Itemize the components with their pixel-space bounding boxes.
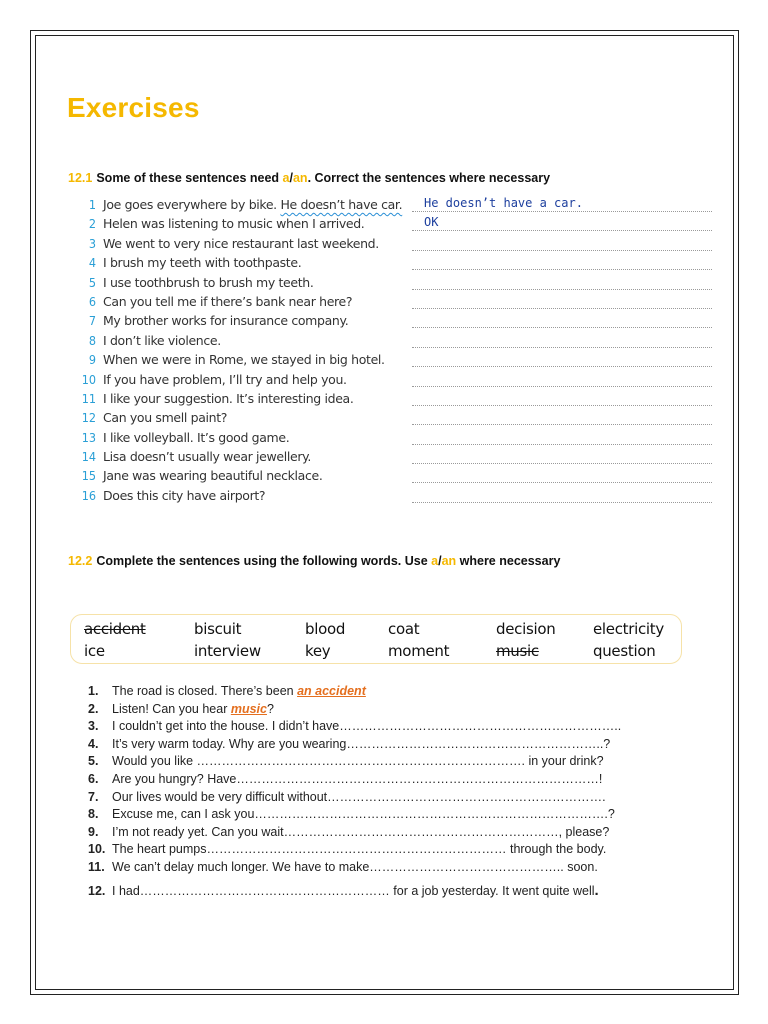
item-sentence[interactable]: It’s very warm today. Why are you wearing……………………………………………………..? [112, 736, 611, 751]
item-sentence: I use toothbrush to brush my teeth. [103, 274, 314, 290]
item-number: 5 [88, 274, 96, 290]
word-biscuit: biscuit [194, 620, 242, 638]
answer-line[interactable]: He doesn’t have a car. [412, 197, 712, 212]
item-sentence[interactable]: Our lives would be very difficult without…………………………………………………………. [112, 789, 606, 804]
answer-line[interactable] [412, 313, 712, 328]
exercise-1-item [78, 410, 718, 429]
exercise-1-number: 12.1 [68, 171, 93, 185]
item-number: 11. [88, 859, 105, 874]
item-sentence: Does this city have airport? [103, 487, 266, 503]
item-number: 10. [88, 842, 106, 857]
item-number: 6. [88, 771, 99, 786]
exercise-2-item [88, 719, 678, 737]
answer-line[interactable] [412, 449, 712, 464]
item-sentence[interactable]: The heart pumps……………………………………………………………… through the body. [112, 842, 607, 857]
answer-line[interactable] [412, 275, 712, 290]
marked-error: He doesn’t have car. [280, 197, 403, 212]
word-moment: moment [388, 642, 450, 660]
item-number: 9 [88, 352, 96, 368]
item-number: 7 [88, 313, 96, 329]
answer-line[interactable]: OK [412, 216, 712, 231]
exercise-1-item [78, 372, 718, 391]
exercise-2-list [88, 684, 678, 899]
exercise-1-item [78, 216, 718, 235]
item-number: 7. [88, 789, 99, 804]
item-number: 1. [88, 684, 99, 698]
answer-line[interactable] [412, 488, 712, 503]
item-sentence: Helen was listening to music when I arrived. [103, 216, 365, 232]
filled-answer: an accident [297, 684, 366, 698]
item-sentence: Can you smell paint? [103, 410, 228, 426]
item-number: 4 [88, 255, 96, 271]
item-number: 2. [88, 701, 99, 716]
answer-line[interactable] [412, 391, 712, 406]
answer-line[interactable] [412, 430, 712, 445]
exercise-2-item [88, 807, 678, 825]
answer-line[interactable] [412, 255, 712, 270]
exercise-1-item [78, 391, 718, 410]
item-number: 14 [81, 449, 96, 465]
item-sentence[interactable]: Are you hungry? Have……………………………………………………………………………! [112, 771, 603, 786]
word-ice: ice [84, 642, 105, 660]
answer-line[interactable] [412, 372, 712, 387]
item-number: 16 [81, 487, 96, 503]
item-sentence: I brush my teeth with toothpaste. [103, 255, 302, 271]
exercise-2-item [88, 702, 678, 720]
item-sentence: We went to very nice restaurant last weekend. [103, 235, 379, 251]
item-number: 12 [81, 410, 96, 426]
exercise-1-item [78, 449, 718, 468]
exercise-2-item [88, 882, 678, 900]
exercise-1-item [78, 430, 718, 449]
item-number: 8. [88, 807, 99, 822]
item-number: 4. [88, 736, 99, 751]
item-sentence: Lisa doesn’t usually wear jewellery. [103, 449, 311, 465]
item-number: 11 [81, 390, 96, 406]
item-number: 3 [88, 235, 96, 251]
item-sentence: I don’t like violence. [103, 332, 221, 348]
exercise-1-item [78, 488, 718, 507]
item-sentence: My brother works for insurance company. [103, 313, 349, 329]
item-sentence: Can you tell me if there’s bank near here? [103, 293, 353, 309]
answer-line[interactable] [412, 294, 712, 309]
exercise-1-item [78, 197, 718, 216]
item-sentence[interactable]: I had…………………………………………………… for a job yesterday. It went quite well [112, 883, 595, 898]
word-accident: accident [84, 620, 146, 638]
sentence-end: . [594, 881, 599, 899]
sentence-end: ? [266, 701, 274, 716]
item-sentence[interactable]: The road is closed. There’s been [112, 684, 298, 698]
item-number: 9. [88, 824, 99, 839]
word-music: music [496, 642, 539, 660]
item-sentence[interactable]: I’m not ready yet. Can you wait…………………………………………………………, please? [112, 824, 610, 839]
word-coat: coat [388, 620, 420, 638]
exercise-2-item [88, 754, 678, 772]
exercise-1-item [78, 313, 718, 332]
exercise-1-instruction: 12.1 Some of these sentences need a/an. Correct the sentences where necessary [68, 171, 551, 185]
item-sentence[interactable]: Would you like ……………………………………………………………………. in your drink? [112, 754, 604, 769]
word-electricity: electricity [593, 620, 664, 638]
exercise-2-item [88, 737, 678, 755]
item-number: 2 [88, 216, 96, 232]
exercise-1-item [78, 352, 718, 371]
answer-line[interactable] [412, 468, 712, 483]
answer-line[interactable] [412, 352, 712, 367]
item-number: 13 [81, 429, 96, 445]
item-sentence: When we were in Rome, we stayed in big hotel. [103, 352, 385, 368]
exercise-1-item [78, 275, 718, 294]
item-number: 10 [81, 371, 96, 387]
exercise-2-item [88, 684, 678, 702]
word-key: key [305, 642, 331, 660]
item-number: 12. [88, 883, 106, 898]
item-sentence: If you have problem, I’ll try and help you. [103, 371, 347, 387]
word-question: question [593, 642, 656, 660]
exercise-1-item [78, 468, 718, 487]
exercise-2-item [88, 772, 678, 790]
exercise-2-item [88, 790, 678, 808]
item-number: 8 [88, 332, 96, 348]
exercise-2-item [88, 860, 678, 878]
word-box [70, 614, 682, 664]
exercise-1-list [78, 197, 718, 507]
answer-line[interactable] [412, 410, 712, 425]
exercise-1-item [78, 236, 718, 255]
word-blood: blood [305, 620, 346, 638]
item-sentence: Joe goes everywhere by bike. He doesn’t have car. [103, 197, 403, 212]
exercise-2-item [88, 842, 678, 860]
exercise-2-item [88, 825, 678, 843]
answer-line[interactable] [412, 236, 712, 251]
exercise-1-item [78, 255, 718, 274]
item-number: 3. [88, 719, 99, 734]
item-number: 1 [88, 197, 96, 212]
item-sentence[interactable]: Excuse me, can I ask you………………………………………………………………………….? [112, 807, 615, 822]
answer-line[interactable] [412, 333, 712, 348]
exercise-1-item [78, 333, 718, 352]
exercise-2-number: 12.2 [68, 554, 93, 568]
item-sentence: I like your suggestion. It’s interesting idea. [103, 390, 354, 406]
item-sentence[interactable]: We can’t delay much longer. We have to make……………………………………….. soon. [112, 859, 598, 874]
page-title: Exercises [67, 92, 200, 123]
item-sentence[interactable]: I couldn’t get into the house. I didn’t have………………………………………………………….. [112, 719, 622, 734]
item-sentence: I like volleyball. It’s good game. [103, 429, 290, 445]
item-sentence[interactable]: Listen! Can you hear [112, 701, 231, 716]
item-sentence: Jane was wearing beautiful necklace. [103, 468, 323, 484]
exercise-2-instruction: 12.2 Complete the sentences using the following words. Use a/an where necessary [68, 554, 561, 568]
item-number: 5. [88, 754, 99, 769]
word-decision: decision [496, 620, 556, 638]
filled-answer: music [230, 701, 267, 716]
item-number: 6 [88, 293, 96, 309]
exercise-1-item [78, 294, 718, 313]
word-interview: interview [194, 642, 261, 660]
item-number: 15 [81, 468, 96, 484]
